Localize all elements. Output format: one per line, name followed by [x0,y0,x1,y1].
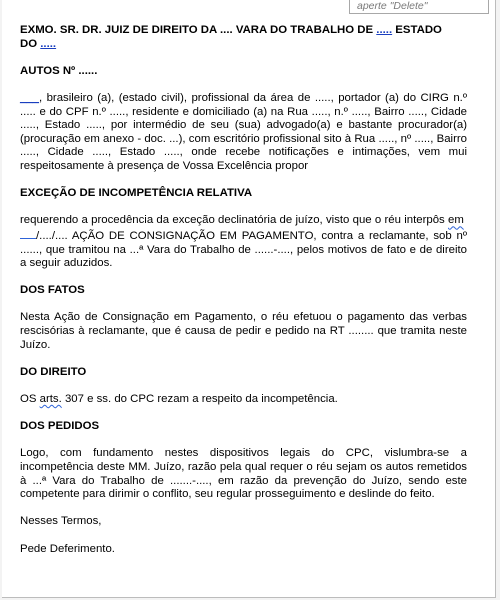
delete-hint-box: aperte "Delete" [349,0,489,14]
party-name-placeholder[interactable]: ___ [20,91,40,104]
autos-number: AUTOS Nº ...... [20,64,98,77]
excecao-paragraph [20,214,467,270]
intro-text: , brasileiro (a), (estado civil), profissional da área de ....., portador (a) do CIRG n.º ..... e do CPF n.º ....., residente e domiciliado (a) na Rua ....., n.º ....., Bairro ....., Cidade ....., Estado ....., por intermédio de seu (sua) advogado(a) e bastante procurador(a) (procuração em anexo - doc. ...), com escritório profissional sito à Rua ....., nº ....., Bairro ....., Cidade ....., Estado ....., onde recebe notificações e intimações, vem mui respeitosamente à presença de Vossa Excelência propor [20,91,467,172]
document-page [2,0,496,598]
direito-text-2: 307 e ss. do CPC rezam a respeito da incompetência. [61,393,338,406]
date-day-blank[interactable] [20,228,36,239]
pedidos-paragraph: Logo, com fundamento nestes dispositivos legais do CPC, vislumbra-se a incompetência deste MM. Juízo, razão pela qual requer o réu sejam os autos remetidos à ...ª Vara do Trabalho de .......-...., em razão da prevenção do Juízo, sendo este competente para dirimir o conflito, seu regular prosseguimento e deslinde do feito. [20,447,467,501]
section-title-direito: DO DIREITO [20,365,87,378]
court-heading [20,24,467,51]
date-placeholder: /..../.... [36,229,68,242]
document-body [20,24,467,570]
heading-line2: DO [20,37,41,50]
section-title-pedidos: DOS PEDIDOS [20,420,100,433]
heading-placeholder-2[interactable]: ..... [40,37,57,50]
spellcheck-word-arts[interactable]: arts. [39,393,62,406]
closing-line-1: Nesses Termos, [20,515,102,528]
direito-text-1: OS [20,393,40,406]
excecao-text-2: AÇÃO DE CONSIGNAÇÃO EM PAGAMENTO, contra a reclamante, sob nº ......, que tramitou na ...ª Vara do Trabalho de ......-...., pelos motivos de fato e de direito a seguir aduzidos. [20,229,467,270]
fatos-paragraph: Nesta Ação de Consignação em Pagamento, o réu efetuou o pagamento das verbas rescisórias à reclamante, que é causa de pedir e pedido na RT ........ que tramita neste Juízo. [20,311,467,351]
section-title-excecao: EXCEÇÃO DE INCOMPETÊNCIA RELATIVA [20,187,253,200]
heading-line1: EXMO. SR. DR. JUIZ DE DIREITO DA .... VARA DO TRABALHO DE [20,24,377,36]
heading-line1-end: ESTADO [392,24,442,36]
excecao-text-1: requerendo a procedência da exceção declinatória de juízo, visto que o réu interpôs [20,214,448,227]
heading-placeholder-1[interactable]: ..... [376,24,393,36]
closing-line-2: Pede Deferimento. [20,542,115,555]
spellcheck-word-em[interactable]: em [448,214,464,227]
direito-paragraph [20,393,467,407]
intro-paragraph [20,92,467,174]
section-title-fatos: DOS FATOS [20,284,85,297]
